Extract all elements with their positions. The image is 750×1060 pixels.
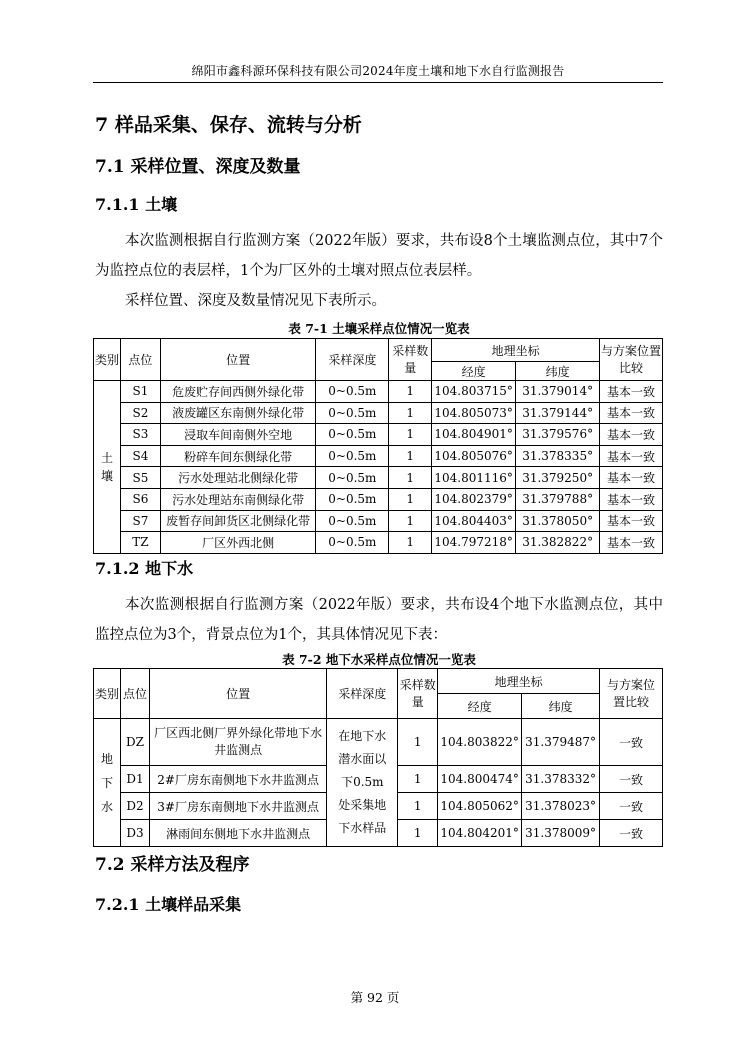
paragraph-soil-intro: 本次监测根据自行监测方案（2022年版）要求，共布设8个土壤监测点位，其中7个为监控点位的表层样，1个为厂区外的土壤对照点位表层样。 — [95, 233, 663, 279]
cell-lat: 31.379576° — [516, 424, 600, 446]
cell-lon: 104.803715° — [432, 381, 516, 403]
cell-depth: 0~0.5m — [316, 532, 389, 554]
cell-lat: 31.378335° — [516, 445, 600, 467]
cell-compare: 基本一致 — [600, 488, 663, 510]
cell-location: 淋雨间东侧地下水井监测点 — [149, 820, 326, 847]
cell-compare: 一致 — [600, 719, 663, 766]
cell-count: 1 — [398, 766, 438, 793]
cell-count: 1 — [389, 532, 432, 554]
cell-lon: 104.804201° — [438, 820, 522, 847]
cell-lon: 104.801116° — [432, 467, 516, 489]
cell-compare: 基本一致 — [600, 510, 663, 532]
table-row — [94, 402, 663, 424]
cell-count: 1 — [398, 719, 438, 766]
cell-depth: 0~0.5m — [316, 424, 389, 446]
cell-compare: 基本一致 — [600, 467, 663, 489]
cell-location: 浸取车间南侧外空地 — [160, 424, 316, 446]
t1-header-count: 采样数量 — [389, 339, 432, 381]
cell-compare: 一致 — [600, 793, 663, 820]
cell-lat: 31.379144° — [516, 402, 600, 424]
cell-compare: 基本一致 — [600, 445, 663, 467]
table-row — [94, 510, 663, 532]
t1-header-lat: 纬度 — [516, 362, 600, 381]
t2-header-depth: 采样深度 — [327, 669, 398, 719]
heading-7-1-1: 7.1.1 土壤 — [95, 195, 178, 214]
cell-compare: 基本一致 — [600, 532, 663, 554]
cell-location: 厂区外西北侧 — [160, 532, 316, 554]
table2-caption: 表 7-2 地下水采样点位情况一览表 — [282, 652, 476, 667]
t2-header-type: 类别 — [94, 669, 121, 719]
cell-depth: 0~0.5m — [316, 402, 389, 424]
header-divider — [93, 82, 663, 83]
cell-depth: 0~0.5m — [316, 381, 389, 403]
table-row — [94, 424, 663, 446]
t2-header-coords: 地理坐标 — [438, 669, 600, 694]
cell-depth: 0~0.5m — [316, 467, 389, 489]
cell-point: S3 — [120, 424, 160, 446]
cell-lon: 104.805076° — [432, 445, 516, 467]
cell-lat: 31.382822° — [516, 532, 600, 554]
cell-lat: 31.379250° — [516, 467, 600, 489]
heading-7-1: 7.1 采样位置、深度及数量 — [95, 157, 301, 177]
cell-point: D3 — [120, 820, 149, 847]
cell-compare: 一致 — [600, 820, 663, 847]
cell-count: 1 — [398, 793, 438, 820]
cell-lon: 104.805062° — [438, 793, 522, 820]
cell-compare: 一致 — [600, 766, 663, 793]
cell-compare: 基本一致 — [600, 381, 663, 403]
t2-header-lon: 经度 — [438, 694, 522, 719]
cell-location: 污水处理站东南侧绿化带 — [160, 488, 316, 510]
cell-point: S2 — [120, 402, 160, 424]
cell-location: 3#厂房东南侧地下水井监测点 — [149, 793, 326, 820]
t2-header-lat: 纬度 — [522, 694, 600, 719]
paragraph-groundwater-intro: 本次监测根据自行监测方案（2022年版）要求，共布设4个地下水监测点位，其中监控点位为3个，背景点位为1个，其具体情况见下表： — [95, 597, 663, 643]
cell-lon: 104.804901° — [432, 424, 516, 446]
cell-point: S4 — [120, 445, 160, 467]
t1-header-location: 位置 — [160, 339, 316, 381]
cell-lon: 104.802379° — [432, 488, 516, 510]
cell-location: 厂区西北侧厂界外绿化带地下水井监测点 — [149, 719, 326, 766]
cell-lat: 31.378050° — [516, 510, 600, 532]
heading-7: 7 样品采集、保存、流转与分析 — [95, 114, 362, 136]
cell-point: S6 — [120, 488, 160, 510]
cell-depth: 0~0.5m — [316, 510, 389, 532]
paragraph-soil-table-ref: 采样位置、深度及数量情况见下表所示。 — [125, 293, 386, 309]
cell-location: 2#厂房东南侧地下水井监测点 — [149, 766, 326, 793]
cell-count: 1 — [389, 488, 432, 510]
cell-lat: 31.379014° — [516, 381, 600, 403]
cell-count: 1 — [389, 467, 432, 489]
t1-header-lon: 经度 — [432, 362, 516, 381]
cell-location: 污水处理站北侧绿化带 — [160, 467, 316, 489]
table-row — [94, 719, 663, 766]
cell-location: 粉碎车间东侧绿化带 — [160, 445, 316, 467]
t2-header-location: 位置 — [149, 669, 326, 719]
cell-point: DZ — [120, 719, 149, 766]
cell-location: 废暂存间卸货区北侧绿化带 — [160, 510, 316, 532]
cell-point: S1 — [120, 381, 160, 403]
cell-lat: 31.379487° — [522, 719, 600, 766]
heading-7-2-1: 7.2.1 土壤样品采集 — [95, 895, 242, 914]
cell-lon: 104.803822° — [438, 719, 522, 766]
t2-header-compare: 与方案位置比较 — [600, 669, 663, 719]
cell-compare: 基本一致 — [600, 424, 663, 446]
t1-header-point: 点位 — [120, 339, 160, 381]
cell-count: 1 — [389, 445, 432, 467]
heading-7-1-2: 7.1.2 地下水 — [95, 559, 194, 578]
table-row — [94, 532, 663, 554]
cell-point: S7 — [120, 510, 160, 532]
t2-header-point: 点位 — [120, 669, 149, 719]
cell-count: 1 — [389, 381, 432, 403]
table1-caption: 表 7-1 土壤采样点位情况一览表 — [288, 321, 470, 336]
t1-category: 土壤 — [94, 381, 121, 554]
cell-lat: 31.378009° — [522, 820, 600, 847]
t1-header-type: 类别 — [94, 339, 121, 381]
cell-lon: 104.805073° — [432, 402, 516, 424]
t1-header-compare: 与方案位置比较 — [600, 339, 663, 381]
cell-location: 液废罐区东南侧外绿化带 — [160, 402, 316, 424]
table-row — [94, 488, 663, 510]
cell-depth: 0~0.5m — [316, 488, 389, 510]
t1-header-depth: 采样深度 — [316, 339, 389, 381]
t1-header-coords: 地理坐标 — [432, 339, 600, 362]
cell-lat: 31.379788° — [516, 488, 600, 510]
t2-category: 地下水 — [94, 719, 121, 847]
soil-sampling-table — [93, 338, 663, 554]
cell-depth: 0~0.5m — [316, 445, 389, 467]
cell-count: 1 — [389, 424, 432, 446]
cell-count: 1 — [398, 820, 438, 847]
heading-7-2: 7.2 采样方法及程序 — [95, 855, 250, 875]
cell-lon: 104.797218° — [432, 532, 516, 554]
cell-lon: 104.800474° — [438, 766, 522, 793]
table-row — [94, 381, 663, 403]
cell-point: S5 — [120, 467, 160, 489]
page-header: 绵阳市鑫科源环保科技有限公司2024年度土壤和地下水自行监测报告 — [191, 64, 565, 78]
groundwater-sampling-table — [93, 668, 663, 847]
page-number: 第 92 页 — [350, 990, 400, 1005]
cell-count: 1 — [389, 402, 432, 424]
cell-lat: 31.378332° — [522, 766, 600, 793]
cell-count: 1 — [389, 510, 432, 532]
table-row — [94, 467, 663, 489]
cell-point: D2 — [120, 793, 149, 820]
cell-compare: 基本一致 — [600, 402, 663, 424]
cell-point: TZ — [120, 532, 160, 554]
t2-depth: 在地下水潜水面以下0.5m处采集地下水样品 — [327, 719, 398, 847]
t2-header-count: 采样数量 — [398, 669, 438, 719]
table-row — [94, 445, 663, 467]
cell-lon: 104.804403° — [432, 510, 516, 532]
cell-lat: 31.378023° — [522, 793, 600, 820]
cell-location: 危废贮存间西侧外绿化带 — [160, 381, 316, 403]
cell-point: D1 — [120, 766, 149, 793]
